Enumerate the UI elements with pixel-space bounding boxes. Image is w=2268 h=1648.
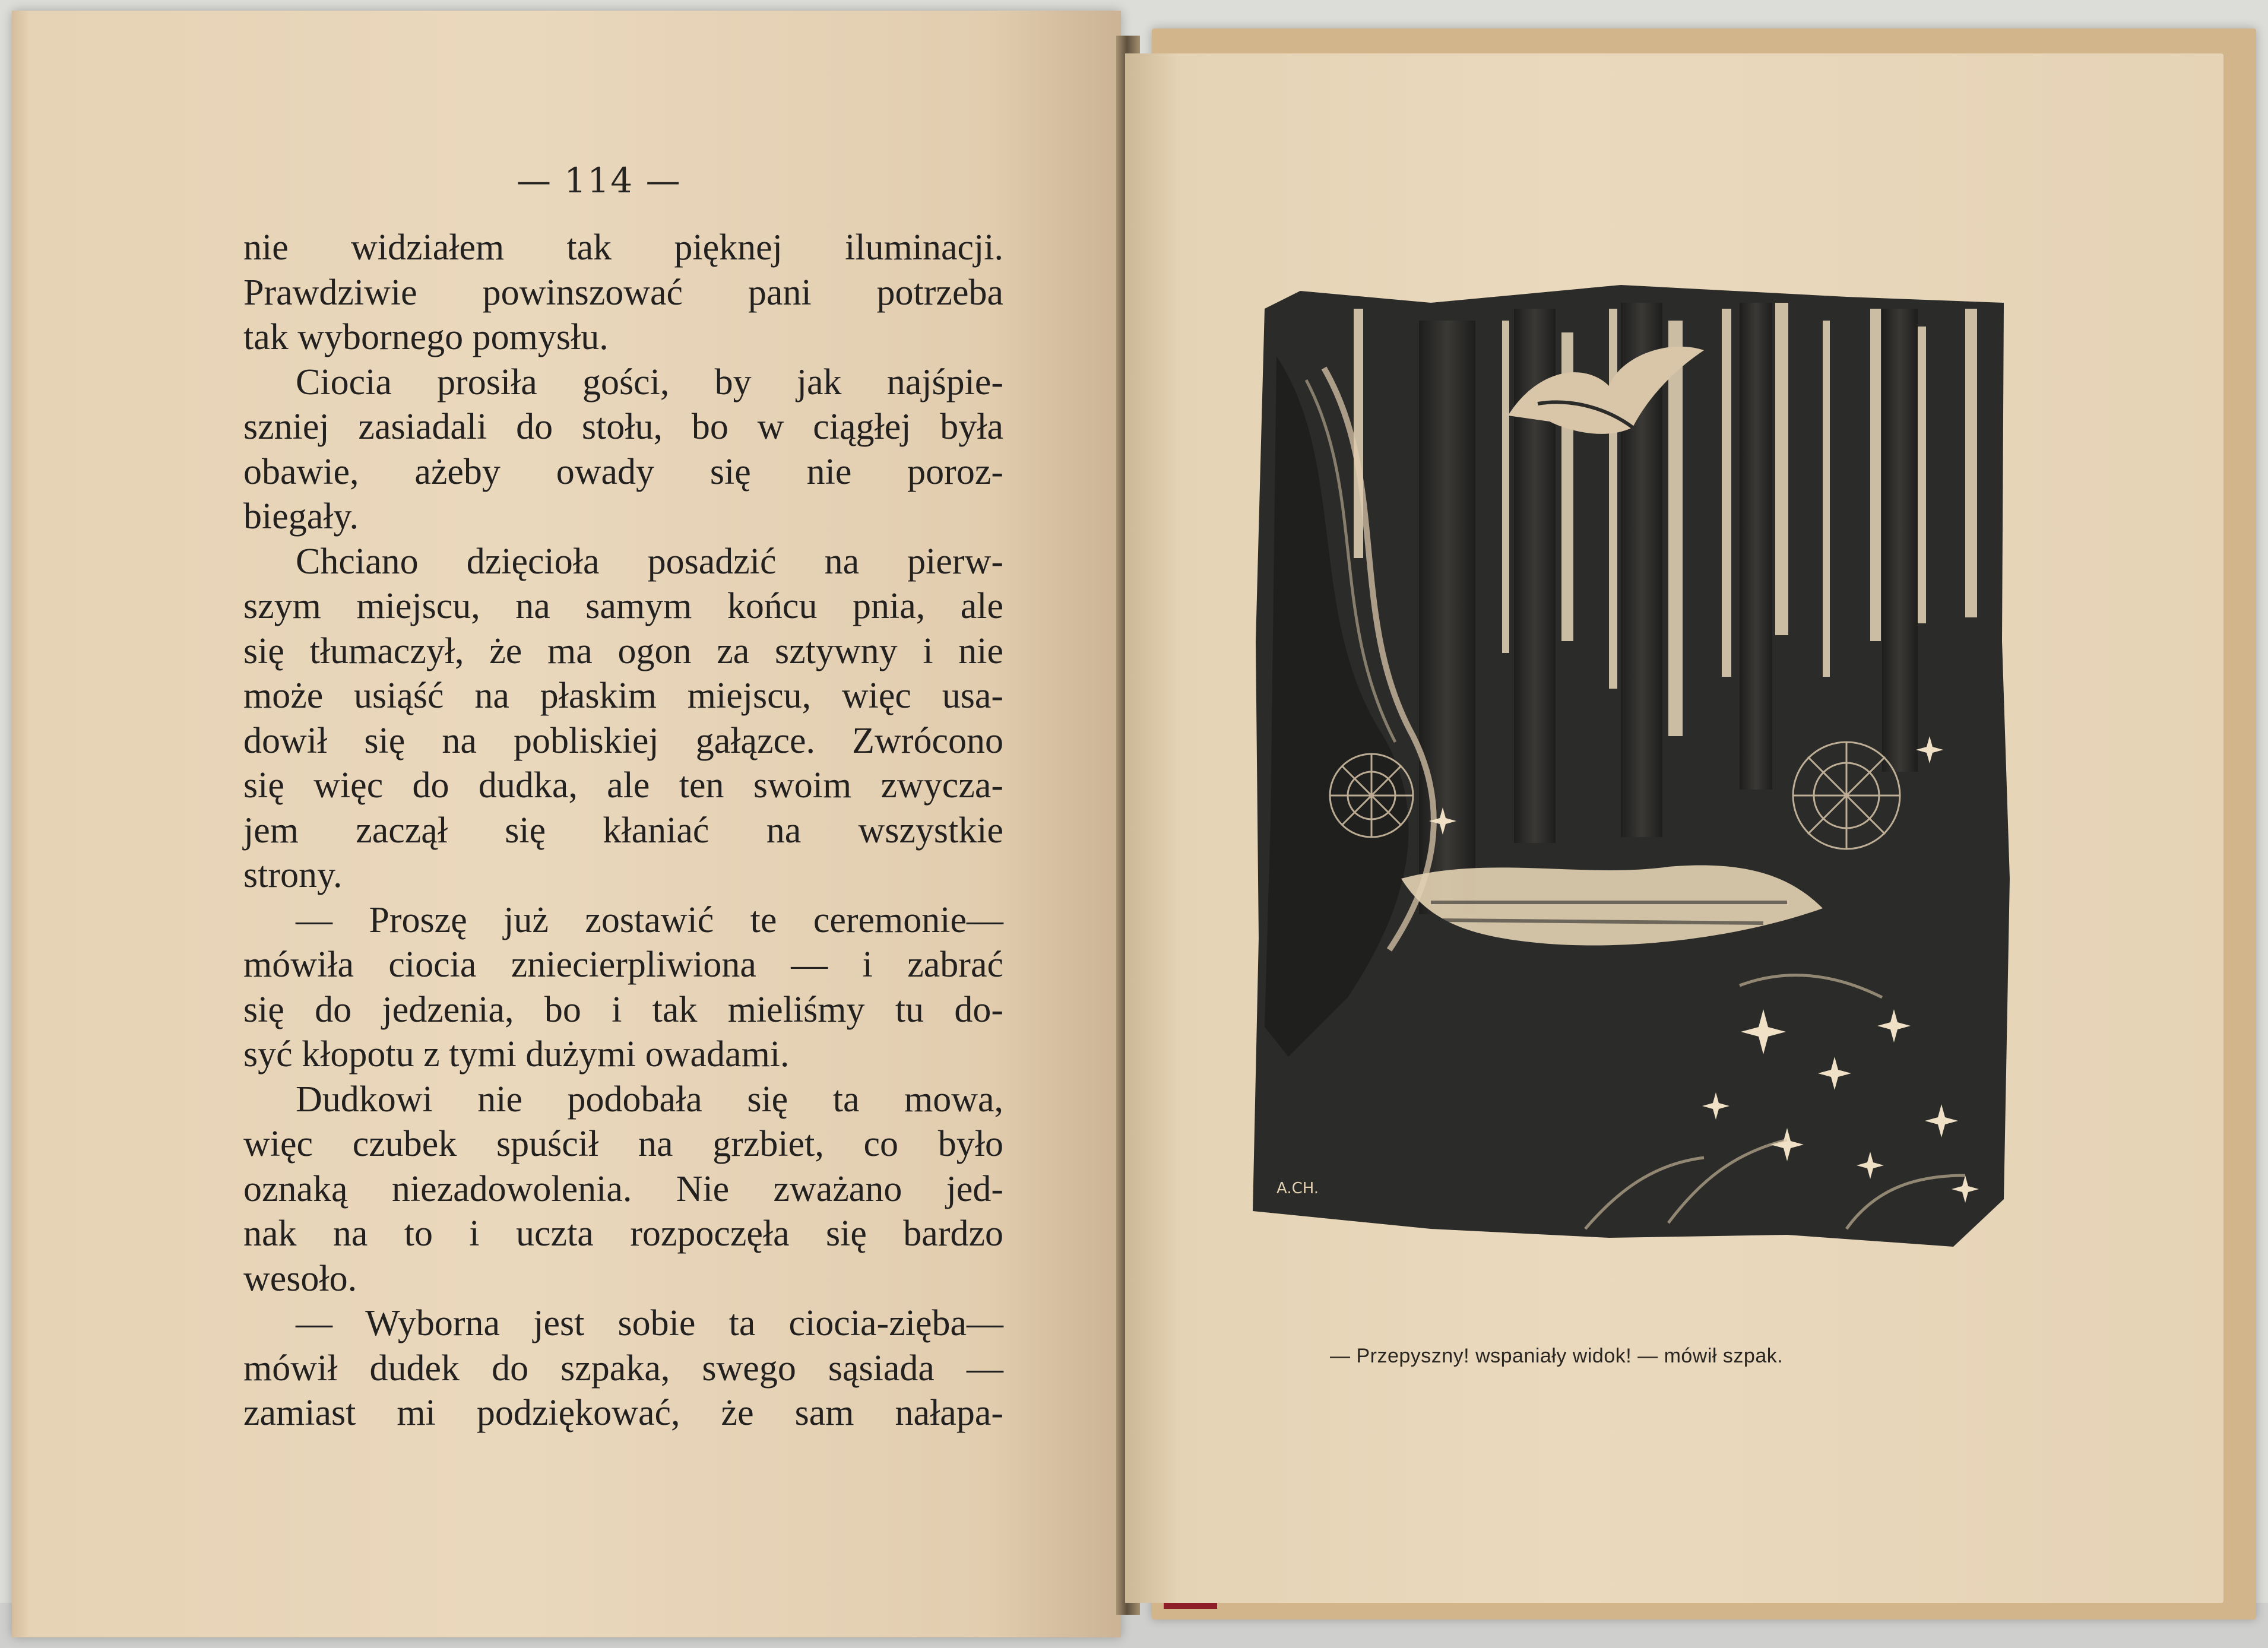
text-line: się do jedzenia, bo i tak mieliśmy tu do- <box>243 989 1003 1030</box>
text-line: Chciano dzięcioła posadzić na pierw- <box>296 541 1003 582</box>
text-line: obawie, ażeby owady się nie poroz- <box>243 451 1003 492</box>
text-line: Dudkowi nie podobała się ta mowa, <box>296 1079 1003 1120</box>
text-line: tak wybornego pomysłu. <box>243 317 609 357</box>
body-text <box>243 226 1003 1436</box>
text-line: się tłumaczył, że ma ogon za sztywny i nie <box>243 630 1003 671</box>
text-line: dowił się na pobliskiej gałązce. Zwrócono <box>243 720 1003 761</box>
text-line: Prawdziwie powinszować pani potrzeba <box>243 272 1003 313</box>
illustration-caption: — Przepyszny! wspaniały widok! — mówił szpak. <box>1330 1345 1784 1367</box>
text-line: — Proszę już zostawić te ceremonie— <box>296 899 1003 940</box>
text-line: syć kłopotu z tymi dużymi owadami. <box>243 1034 790 1075</box>
page-number: — 114 — <box>517 160 682 201</box>
text-line: strony. <box>243 855 343 895</box>
text-line: mówił dudek do szpaka, swego sąsiada — <box>243 1348 1003 1389</box>
text-line: Ciocia prosiła gości, by jak najśpie- <box>296 362 1003 403</box>
text-line: nak na to i uczta rozpoczęła się bardzo <box>243 1213 1003 1254</box>
page-edge <box>12 11 30 1637</box>
text-line: jem zaczął się kłaniać na wszystkie <box>243 810 1003 851</box>
forest-woodcut-illustration <box>1253 285 2010 1247</box>
text-line: szym miejscu, na samym końcu pnia, ale <box>243 586 1003 626</box>
text-line: szniej zasiadali do stołu, bo w ciągłej była <box>243 407 1003 447</box>
text-line: biegały. <box>243 496 359 537</box>
text-line: zamiast mi podziękować, że sam nałapa- <box>243 1393 1003 1433</box>
text-line: nie widziałem tak pięknej iluminacji. <box>243 227 1003 268</box>
text-line: — Wyborna jest sobie ta ciocia-zięba— <box>296 1303 1003 1343</box>
text-line: więc czubek spuścił na grzbiet, co było <box>243 1124 1003 1164</box>
artist-signature: A.CH. <box>1276 1180 1319 1197</box>
text-line: może usiąść na płaskim miejscu, więc usa- <box>243 676 1003 716</box>
text-line: mówiła ciocia zniecierpliwiona — i zabrać <box>243 945 1003 985</box>
text-line: się więc do dudka, ale ten swoim zwycza- <box>243 765 1003 806</box>
text-line: wesoło. <box>243 1258 357 1299</box>
text-line: oznaką niezadowolenia. Nie zważano jed- <box>243 1168 1003 1209</box>
